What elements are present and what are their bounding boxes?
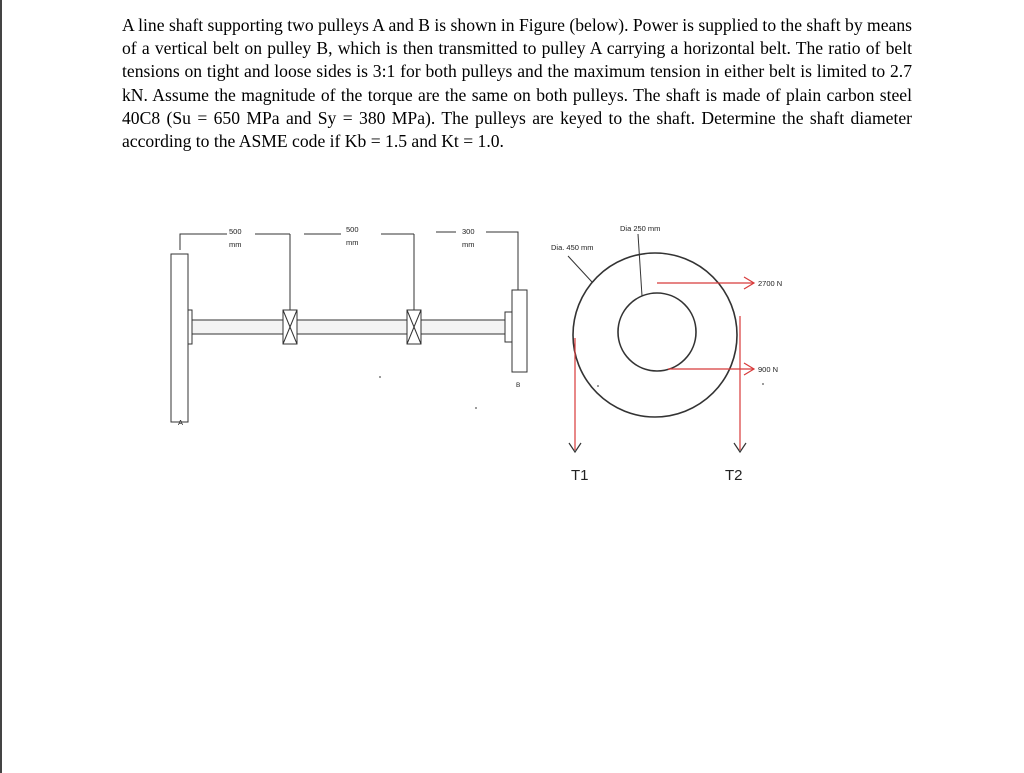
dim-3-unit: mm (462, 240, 475, 249)
dim-1-value: 500 (229, 227, 242, 236)
pulley-b-label: B (516, 382, 521, 389)
dim-2-value: 500 (346, 225, 359, 234)
inner-diameter-leader (638, 234, 642, 296)
outer-diameter-leader (568, 256, 592, 282)
shaft (190, 320, 525, 334)
pulley-b (512, 290, 527, 372)
dim-1-unit: mm (229, 240, 242, 249)
dot-mark-2 (475, 407, 477, 409)
vertical-arrowheads (569, 443, 746, 452)
force-lower-label: 900 N (758, 365, 779, 374)
pulley-a (171, 254, 188, 422)
force-upper-label: 2700 N (758, 279, 783, 288)
dot-mark-1 (379, 376, 381, 378)
shaft-pulley-figure (160, 212, 800, 502)
vertical-belt-forces (575, 316, 740, 450)
tension-1-label: T1 (571, 467, 589, 484)
bearing-1 (283, 310, 297, 344)
pulley-a-hub (188, 310, 192, 344)
outer-pulley-circle (573, 253, 737, 417)
dim-2-unit: mm (346, 238, 359, 247)
pulley-a-label: A (178, 418, 184, 427)
dot-mark-4 (762, 383, 764, 385)
tension-2-label: T2 (725, 467, 743, 484)
inner-diameter-label: Dia 250 mm (620, 224, 661, 233)
page-left-border (0, 0, 2, 773)
pulley-b-hub (505, 312, 512, 342)
inner-pulley-circle (618, 293, 696, 371)
outer-diameter-label: Dia. 450 mm (551, 243, 594, 252)
bearing-2 (407, 310, 421, 344)
problem-statement: A line shaft supporting two pulleys A and B is shown in Figure (below). Power is supplied to the shaft by means of a vertical belt on pulley B, which is then transmitted to pulley A carrying a horizontal belt. The ratio of belt tensions on tight and loose sides is 3:1 for both pulleys and the maximum tension in either belt is limited to 2.7 kN. Assume the magnitude of the torque are the same on both pulleys. The shaft is made of plain carbon steel 40C8 (Su = 650 MPa and Sy = 380 MPa). The pulleys are keyed to the shaft. Determine the shaft diameter according to the ASME code if Kb = 1.5 and Kt = 1.0. (122, 15, 912, 152)
dim-3-value: 300 (462, 227, 475, 236)
dot-mark-3 (597, 385, 599, 387)
